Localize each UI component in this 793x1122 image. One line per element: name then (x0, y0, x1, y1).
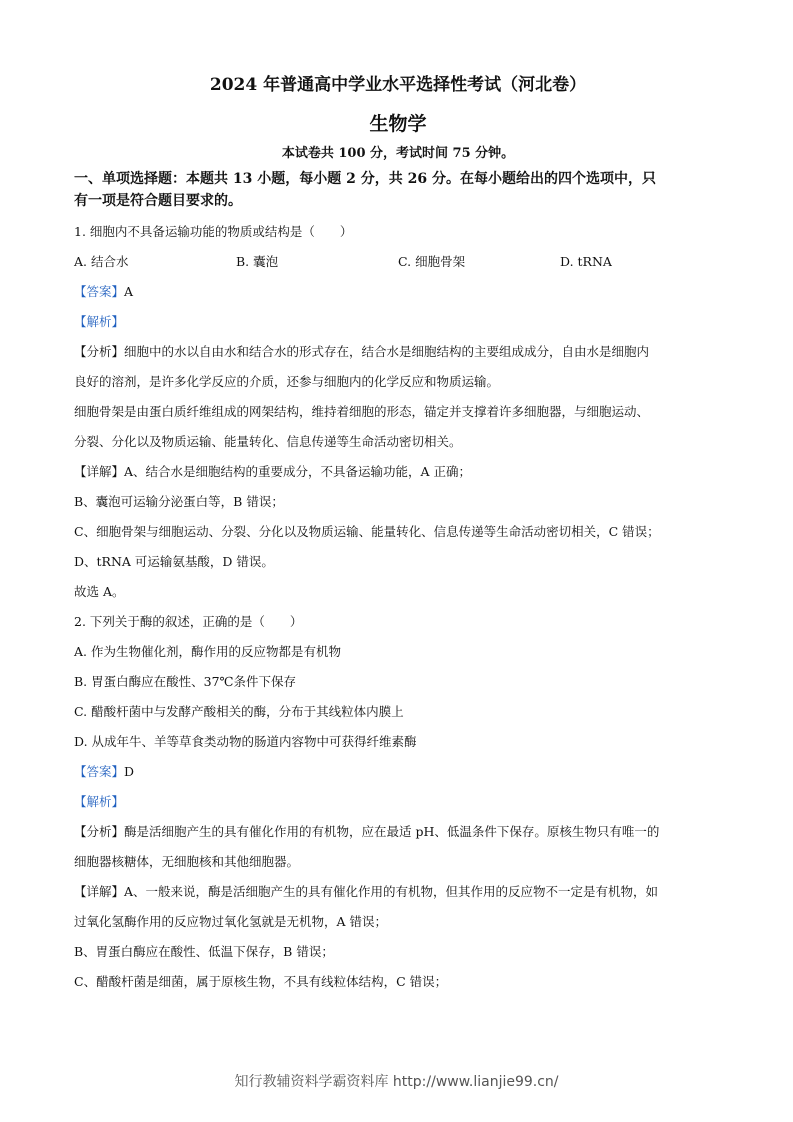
detail-line: B、胃蛋白酶应在酸性、低温下保存，B 错误； (74, 944, 334, 959)
fenxi-label: 【分析】 (74, 824, 125, 839)
fenxi-text: 良好的溶剂，是许多化学反应的介质，还参与细胞内的化学反应和物质运输。 (74, 374, 500, 389)
xiangjie-text: A、结合水是细胞结构的重要成分，不具备运输功能，A 正确； (124, 464, 472, 479)
detail-line: C、细胞骨架与细胞运动、分裂、分化以及物质运输、能量转化、信息传递等生命活动密切相关，C 错误； (74, 524, 660, 539)
option-a: A. 结合水 (74, 254, 129, 269)
option-c: C. 细胞骨架 (398, 254, 466, 269)
section-heading-line: 有一项是符合题目要求的。 (74, 193, 242, 209)
subject-title: 生物学 (369, 113, 427, 135)
fenxi-paragraph (74, 342, 722, 392)
fenxi-paragraph-2 (74, 402, 722, 452)
analysis-label: 【解析】 (74, 794, 125, 809)
option-b: B. 胃蛋白酶应在酸性、37℃条件下保存 (74, 674, 297, 689)
exam-title: 2024 年普通高中学业水平选择性考试（河北卷） (209, 75, 587, 95)
analysis-label: 【解析】 (74, 314, 125, 329)
fenxi-text: 细胞中的水以自由水和结合水的形式存在，结合水是细胞结构的主要组成成分，自由水是细胞内 (124, 344, 650, 359)
fenxi-text: 酶是活细胞产生的具有催化作用的有机物，应在最适 pH、低温条件下保存。原核生物只有唯一的 (124, 824, 660, 839)
answer-value: D (124, 764, 135, 779)
detail-line: B、囊泡可运输分泌蛋白等，B 错误； (74, 494, 284, 509)
xiangjie-label: 【详解】 (74, 464, 125, 479)
xiangjie-line (74, 462, 722, 482)
option-a: A. 作为生物催化剂，酶作用的反应物都是有机物 (74, 644, 341, 659)
question-2-stem: 2. 下列关于酶的叙述，正确的是（ ） (74, 614, 303, 629)
option-d: D. tRNA (560, 254, 612, 269)
conclusion-line: 故选 A。 (74, 584, 125, 599)
exam-note: 本试卷共 100 分，考试时间 75 分钟。 (281, 146, 515, 161)
fenxi-text: 分裂、分化以及物质运输、能量转化、信息传递等生命活动密切相关。 (74, 434, 462, 449)
xiangjie-label: 【详解】 (74, 884, 125, 899)
option-c: C. 醋酸杆菌中与发酵产酸相关的酶，分布于其线粒体内膜上 (74, 704, 404, 719)
answer-label: 【答案】 (74, 284, 125, 299)
detail-line: C、醋酸杆菌是细菌，属于原核生物，不具有线粒体结构，C 错误； (74, 974, 448, 989)
question-1-stem: 1. 细胞内不具备运输功能的物质或结构是（ ） (74, 224, 353, 239)
option-b: B. 囊泡 (236, 254, 279, 269)
option-d: D. 从成年牛、羊等草食类动物的肠道内容物中可获得纤维素酶 (74, 734, 417, 749)
document-page (74, 72, 722, 992)
answer-line (74, 762, 722, 782)
section-heading (74, 168, 722, 212)
xiangjie-paragraph (74, 882, 722, 932)
detail-line: D、tRNA 可运输氨基酸，D 错误。 (74, 554, 274, 569)
answer-value: A (124, 284, 134, 299)
answer-line (74, 282, 722, 302)
question-1-options (74, 252, 722, 272)
section-heading-line: 一、单项选择题：本题共 13 小题，每小题 2 分，共 26 分。在每小题给出的四个选项中，只 (74, 171, 656, 187)
answer-label: 【答案】 (74, 764, 125, 779)
fenxi-text: 细胞骨架是由蛋白质纤维组成的网架结构，维持着细胞的形态，锚定并支撑着许多细胞器，与细胞运动、 (74, 404, 650, 419)
fenxi-text: 细胞器核糖体，无细胞核和其他细胞器。 (74, 854, 300, 869)
fenxi-paragraph (74, 822, 722, 872)
page-footer: 知行教辅资料学霸资料库 http://www.lianjie99.cn/ (234, 1074, 559, 1090)
xiangjie-text: A、一般来说，酶是活细胞产生的具有催化作用的有机物，但其作用的反应物不一定是有机物，如 (124, 884, 659, 899)
fenxi-label: 【分析】 (74, 344, 125, 359)
xiangjie-text: 过氧化氢酶作用的反应物过氧化氢就是无机物，A 错误； (74, 914, 388, 929)
